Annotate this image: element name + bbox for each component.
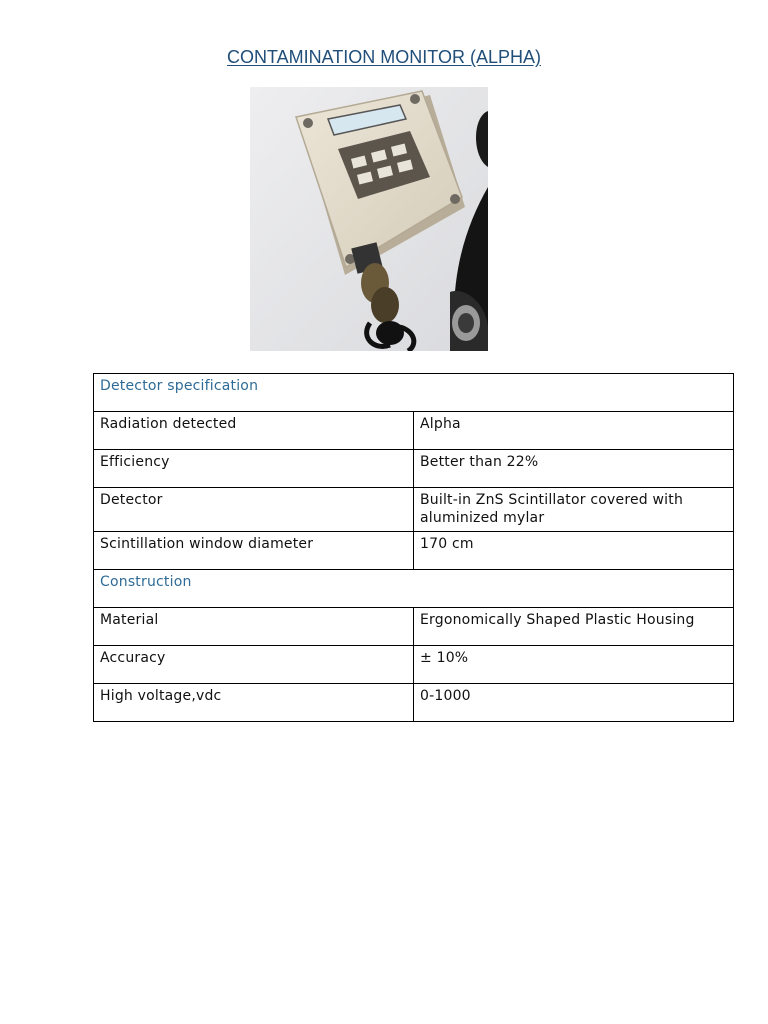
row-label: Material [94,608,414,646]
row-value: ± 10% [414,646,734,684]
table-row [94,450,734,488]
table-row [94,684,734,722]
row-value: Better than 22% [414,450,734,488]
table-row [94,412,734,450]
row-label: Detector [94,488,414,532]
specification-table [93,373,734,722]
row-value: Alpha [414,412,734,450]
table-row [94,532,734,570]
section-heading: Detector specification [94,374,734,412]
section-heading: Construction [94,570,734,608]
table-row [94,488,734,532]
table-row [94,646,734,684]
table-row [94,608,734,646]
document-title: CONTAMINATION MONITOR (ALPHA) [226,47,541,67]
row-label: Efficiency [94,450,414,488]
row-value: 170 cm [414,532,734,570]
row-label: Radiation detected [94,412,414,450]
row-value: Built-in ZnS Scintillator covered with aluminized mylar [414,488,734,532]
section-heading-row [94,374,734,412]
product-photo [250,87,488,351]
row-label: Accuracy [94,646,414,684]
section-heading-row [94,570,734,608]
row-label: Scintillation window diameter [94,532,414,570]
row-label: High voltage,vdc [94,684,414,722]
row-value: Ergonomically Shaped Plastic Housing [414,608,734,646]
row-value: 0-1000 [414,684,734,722]
